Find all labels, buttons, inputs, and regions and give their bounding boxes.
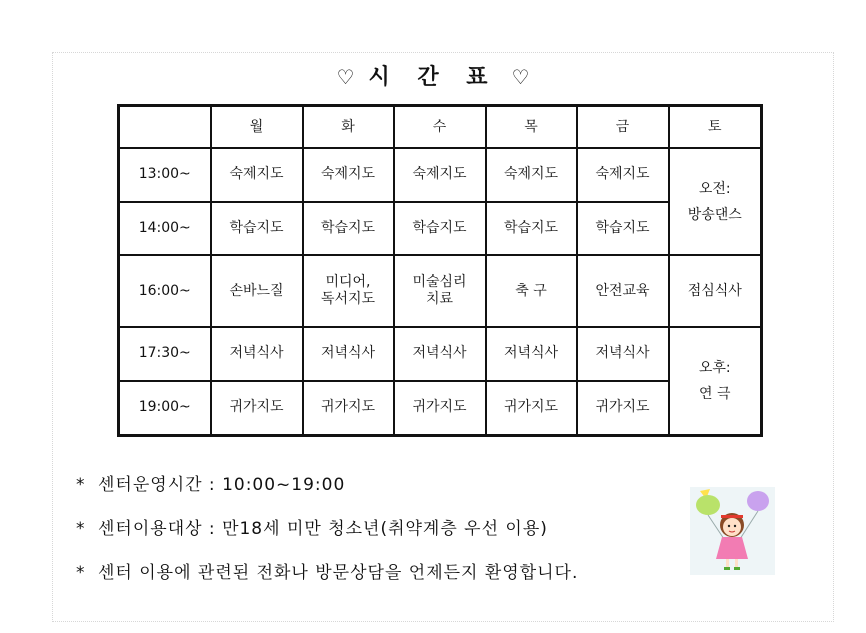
activity-cell: 귀가지도 (486, 381, 577, 436)
notes-list (76, 470, 578, 602)
note-text: 센터운영시간 : 10:00~19:00 (98, 475, 346, 495)
asterisk-icon: * (76, 563, 86, 583)
day-header-mon: 월 (211, 106, 303, 149)
saturday-lunch-cell: 점심식사 (669, 255, 762, 327)
title-text: 시 간 표 (368, 65, 498, 90)
time-cell: 19:00~ (119, 381, 211, 436)
activity-cell: 저녁식사 (303, 327, 394, 381)
time-cell: 17:30~ (119, 327, 211, 381)
day-header-tue: 화 (303, 106, 394, 149)
header-row (119, 106, 762, 149)
timetable (117, 104, 763, 437)
activity-cell: 학습지도 (577, 202, 669, 256)
girl-illustration (690, 487, 775, 575)
saturday-afternoon-text: 오후: 연 극 (698, 360, 731, 403)
time-cell: 16:00~ (119, 255, 211, 327)
activity-cell: 귀가지도 (394, 381, 486, 436)
saturday-morning-text: 오전: 방송댄스 (687, 180, 742, 223)
day-header-wed: 수 (394, 106, 486, 149)
page-title (0, 60, 866, 91)
table-row (119, 381, 762, 436)
activity-cell: 귀가지도 (303, 381, 394, 436)
activity-cell (211, 255, 303, 327)
activity-cell: 숙제지도 (486, 148, 577, 202)
saturday-afternoon-cell (669, 327, 762, 435)
asterisk-icon: * (76, 475, 86, 495)
table-row (119, 255, 762, 327)
asterisk-icon: * (76, 519, 86, 539)
day-header-sat: 토 (669, 106, 762, 149)
day-header-fri: 금 (577, 106, 669, 149)
activity-cell: 학습지도 (486, 202, 577, 256)
activity-cell: 안전교육 (577, 255, 669, 327)
activity-text: 미술심리 치료 (412, 274, 467, 308)
activity-cell (303, 255, 394, 327)
girl-with-balloons-image (690, 487, 775, 575)
table-row (119, 327, 762, 381)
activity-cell: 숙제지도 (211, 148, 303, 202)
saturday-morning-cell (669, 148, 762, 255)
activity-cell: 저녁식사 (577, 327, 669, 381)
table-row (119, 148, 762, 202)
activity-cell: 귀가지도 (211, 381, 303, 436)
activity-cell: 저녁식사 (211, 327, 303, 381)
activity-cell: 숙제지도 (577, 148, 669, 202)
time-cell: 13:00~ (119, 148, 211, 202)
corner-cell (119, 106, 211, 149)
time-cell: 14:00~ (119, 202, 211, 256)
note-item (76, 470, 578, 514)
activity-cell: 학습지도 (211, 202, 303, 256)
day-header-thu: 목 (486, 106, 577, 149)
activity-cell: 축 구 (486, 255, 577, 327)
activity-cell: 저녁식사 (486, 327, 577, 381)
heart-icon: ♡ (511, 65, 530, 89)
note-item (76, 514, 578, 558)
heart-icon: ♡ (336, 65, 355, 89)
activity-cell: 귀가지도 (577, 381, 669, 436)
activity-cell: 숙제지도 (303, 148, 394, 202)
activity-cell (394, 255, 486, 327)
table-row (119, 202, 762, 256)
note-item (76, 558, 578, 602)
activity-cell: 숙제지도 (394, 148, 486, 202)
note-text: 센터이용대상 : 만18세 미만 청소년(취약계층 우선 이용) (98, 519, 548, 539)
activity-text: 미디어, 독서지도 (320, 274, 376, 308)
note-text: 센터 이용에 관련된 전화나 방문상담을 언제든지 환영합니다. (98, 563, 579, 583)
activity-text: 손바느질 (229, 282, 284, 299)
activity-cell: 학습지도 (394, 202, 486, 256)
activity-cell: 학습지도 (303, 202, 394, 256)
activity-cell: 저녁식사 (394, 327, 486, 381)
